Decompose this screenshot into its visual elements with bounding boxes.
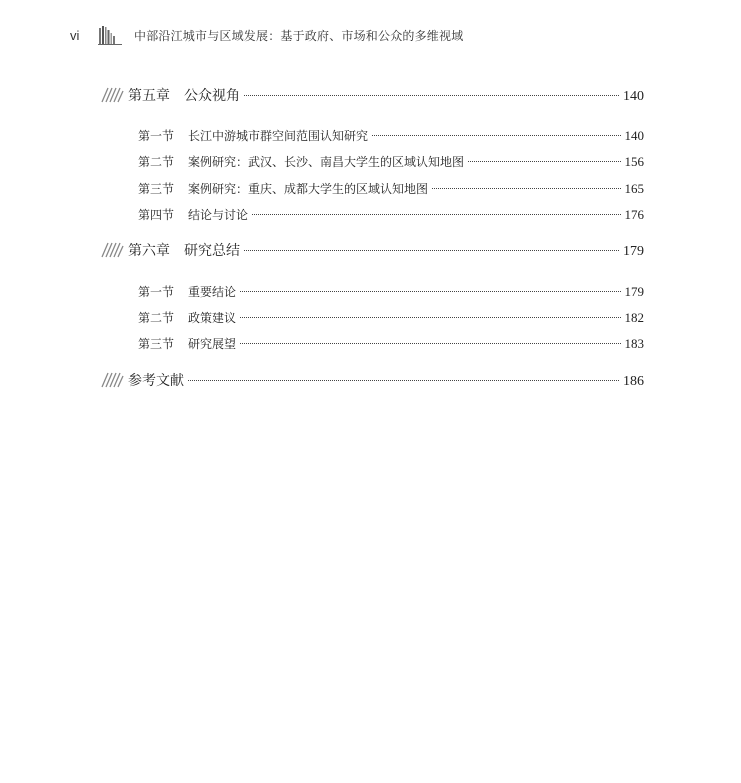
leader-dots xyxy=(240,291,620,292)
page-ref: 176 xyxy=(624,207,644,222)
page-ref: 179 xyxy=(624,284,644,299)
running-title: 中部沿江城市与区域发展：基于政府、市场和公众的多维视域 xyxy=(134,28,464,43)
toc-section-5-1[interactable] xyxy=(138,127,644,144)
hatch-marker-icon xyxy=(100,87,124,103)
section-number: 第三节 xyxy=(138,182,175,196)
chapter-title: 研究总结 xyxy=(184,243,240,259)
leader-dots xyxy=(372,135,620,136)
section-title: 重要结论 xyxy=(188,285,237,299)
leader-dots xyxy=(240,317,620,318)
section-number: 第二节 xyxy=(138,311,175,325)
section-number: 第二节 xyxy=(138,155,175,169)
page-ref: 140 xyxy=(623,89,644,104)
leader-dots xyxy=(240,343,620,344)
toc-section-5-2[interactable] xyxy=(138,153,644,170)
toc-chapter-6[interactable] xyxy=(100,240,644,260)
leader-dots xyxy=(188,380,619,381)
section-number: 第一节 xyxy=(138,285,175,299)
page-ref: 179 xyxy=(623,244,644,259)
section-title: 长江中游城市群空间范围认知研究 xyxy=(188,129,369,143)
leader-dots xyxy=(252,214,620,215)
section-title: 案例研究：重庆、成都大学生的区域认知地图 xyxy=(188,182,429,196)
section-number: 第四节 xyxy=(138,208,175,222)
hatch-marker-icon xyxy=(100,372,124,388)
section-title: 结论与讨论 xyxy=(188,208,249,222)
leader-dots xyxy=(244,250,619,251)
toc-references[interactable] xyxy=(100,370,644,390)
page-number: vi xyxy=(70,27,80,43)
leader-dots xyxy=(244,95,619,96)
toc-section-6-1[interactable] xyxy=(138,283,644,300)
page-ref: 140 xyxy=(624,128,644,143)
toc-chapter-5[interactable] xyxy=(100,85,644,105)
toc-section-5-4[interactable] xyxy=(138,206,644,223)
page-header xyxy=(70,22,670,48)
page-ref: 182 xyxy=(624,310,644,325)
section-title: 政策建议 xyxy=(188,311,237,325)
leader-dots xyxy=(432,188,620,189)
leader-dots xyxy=(468,161,620,162)
hatch-marker-icon xyxy=(100,242,124,258)
building-skyline-icon xyxy=(98,24,122,46)
references-title: 参考文献 xyxy=(128,373,184,389)
toc-section-6-3[interactable] xyxy=(138,335,644,352)
toc-section-5-3[interactable] xyxy=(138,180,644,197)
page-ref: 165 xyxy=(624,181,644,196)
section-number: 第一节 xyxy=(138,129,175,143)
page-ref: 183 xyxy=(624,336,644,351)
chapter-number: 第六章 xyxy=(128,243,170,259)
page-ref: 186 xyxy=(623,374,644,389)
chapter-title: 公众视角 xyxy=(184,88,240,104)
chapter-number: 第五章 xyxy=(128,88,170,104)
section-title: 研究展望 xyxy=(188,337,237,351)
section-number: 第三节 xyxy=(138,337,175,351)
toc-section-6-2[interactable] xyxy=(138,309,644,326)
section-title: 案例研究：武汉、长沙、南昌大学生的区域认知地图 xyxy=(188,155,465,169)
page-ref: 156 xyxy=(624,154,644,169)
